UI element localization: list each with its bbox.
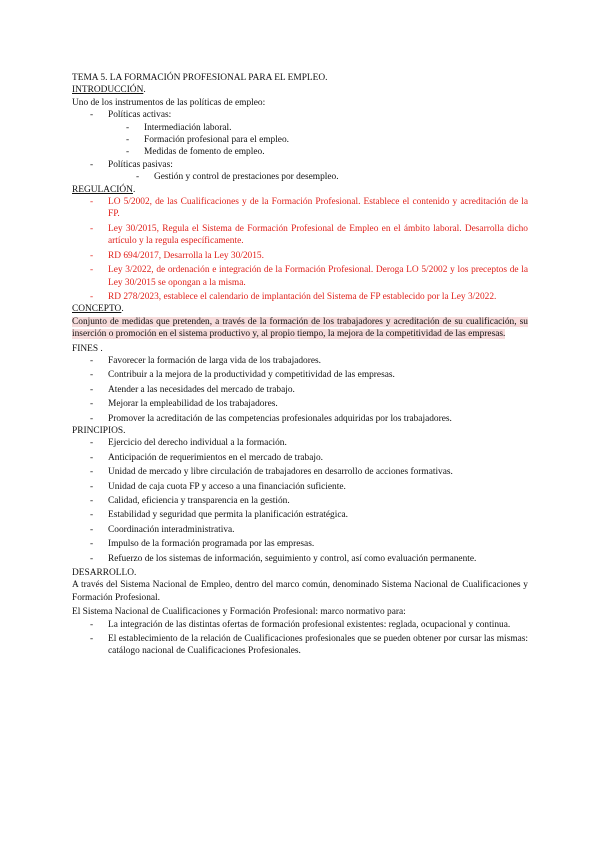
heading-concepto: CONCEPTO bbox=[72, 304, 122, 315]
list-item bbox=[72, 159, 528, 184]
list-item: - Ley 30/2015, Regula el Sistema de Formación Profesional de Empleo en el ámbito laboral. Desarrolla dicho artículo y la regula específicamente. bbox=[72, 223, 528, 248]
list-item: - Mejorar la empleabilidad de los trabajadores. bbox=[72, 398, 528, 410]
list-item: - Contribuir a la mejora de la productividad y competitividad de las empresas. bbox=[72, 369, 528, 381]
list-item: - El establecimiento de la relación de Cualificaciones profesionales que se pueden obtener por cursar las mismas: catálogo nacional de Cualificaciones Profesionales. bbox=[72, 633, 528, 658]
heading-introduccion: INTRODUCCIÓN bbox=[72, 85, 144, 96]
document-title: TEMA 5. LA FORMACIÓN PROFESIONAL PARA EL EMPLEO. bbox=[72, 73, 328, 83]
politicas-pasivas-label: Políticas pasivas: bbox=[108, 159, 173, 170]
list-item: - LO 5/2002, de las Cualificaciones y de la Formación Profesional. Establece el contenido y acreditación de la FP. bbox=[72, 196, 528, 221]
list-item: - Gestión y control de prestaciones por desempleo. bbox=[118, 171, 528, 183]
document-page bbox=[72, 72, 528, 658]
list-item: - Medidas de fomento de empleo. bbox=[108, 146, 528, 158]
list-item: - Formación profesional para el empleo. bbox=[108, 134, 528, 146]
section-introduccion: INTRODUCCIÓN. Uno de los instrumentos de las políticas de empleo: - Políticas activas: - Intermediación laboral. - Formación profesional para el empleo. - Medidas de fomento de empleo. - Políticas pasivas: - Gestión y control de prestaciones por desempleo. bbox=[72, 84, 528, 183]
section-principios: PRINCIPIOS. - Ejercicio del derecho individual a la formación. - Anticipación de requerimientos en el mercado de trabajo. - Unidad de mercado y libre circulación de trabajadores en desarrollo de acciones formativas. - Unidad de caja cuota FP y acceso a una financiación suficiente. - Calidad, eficiencia y transparencia en la gestión. - Estabilidad y seguridad que permita la planificación estratégica. - Coordinación interadministrativa. - Impulso de la formación programada por las empresas. - Refuerzo de los sistemas de información, seguimiento y control, así como evaluación permanente. bbox=[72, 425, 528, 565]
heading-fines: FINES bbox=[72, 343, 99, 354]
list-item: - Intermediación laboral. bbox=[108, 122, 528, 134]
list-item: - RD 278/2023, establece el calendario de implantación del Sistema de FP establecido por la Ley 3/2022. bbox=[72, 291, 528, 303]
section-concepto: CONCEPTO. Conjunto de medidas que pretenden, a través de la formación de los trabajadores y acreditación de su cualificación, su inserción o promoción en el sistema productivo y, al propio tiempo, la mejora de la competitividad de las empresas. bbox=[72, 304, 528, 340]
list-item: - Unidad de mercado y libre circulación de trabajadores en desarrollo de acciones formativas. bbox=[72, 466, 528, 478]
heading-regulacion: REGULACIÓN bbox=[72, 184, 133, 195]
list-item: - Impulso de la formación programada por las empresas. bbox=[72, 538, 528, 550]
section-regulacion: REGULACIÓN. - LO 5/2002, de las Cualificaciones y de la Formación Profesional. Establece el contenido y acreditación de la FP. - Ley 30/2015, Regula el Sistema de Formación Profesional de Empleo en el ámbito laboral. Desarrolla dicho artículo y la regula específicamente. - RD 694/2017, Desarrolla la Ley 30/2015. - Ley 3/2022, de ordenación e integración de la Formación Profesional. Deroga LO 5/2002 y los preceptos de la Ley 30/2015 se opongan a la misma. - RD 278/2023, establece el calendario de implantación del Sistema de FP establecido por la Ley 3/2022. bbox=[72, 184, 528, 304]
list-item: - Favorecer la formación de larga vida de los trabajadores. bbox=[72, 355, 528, 367]
section-fines: FINES . - Favorecer la formación de larga vida de los trabajadores. - Contribuir a la mejora de la productividad y competitividad de las empresas. - Atender a las necesidades del mercado de trabajo. - Mejorar la empleabilidad de los trabajadores. - Promover la acreditación de las competencias profesionales adquiridas por los trabajadores. bbox=[72, 343, 528, 425]
list-item: - RD 694/2017, Desarrolla la Ley 30/2015. bbox=[72, 250, 528, 262]
intro-text: Uno de los instrumentos de las políticas de empleo: bbox=[72, 97, 266, 108]
list-item: - Promover la acreditación de las competencias profesionales adquiridas por los trabajadores. bbox=[72, 413, 528, 425]
concepto-text: Conjunto de medidas que pretenden, a través de la formación de los trabajadores y acreditación de su cualificación, su inserción o promoción en el sistema productivo y, al propio tiempo, la mejora de la competitividad de las empresas. bbox=[72, 316, 528, 340]
politicas-activas-label: Políticas activas: bbox=[108, 110, 172, 121]
list-item: - Calidad, eficiencia y transparencia en la gestión. bbox=[72, 495, 528, 507]
list-item: - Ley 3/2022, de ordenación e integración de la Formación Profesional. Deroga LO 5/2002 y los preceptos de la Ley 30/2015 se opongan a la misma. bbox=[72, 264, 528, 289]
desarrollo-paragraph-1: A través del Sistema Nacional de Empleo, dentro del marco común, denominado Sistema Nacional de Cualificaciones y Formación Profesional. bbox=[72, 580, 528, 603]
list-item: - Ejercicio del derecho individual a la formación. bbox=[72, 437, 528, 449]
list-item: - Refuerzo de los sistemas de información, seguimiento y control, así como evaluación permanente. bbox=[72, 553, 528, 565]
list-item: - Anticipación de requerimientos en el mercado de trabajo. bbox=[72, 452, 528, 464]
heading-principios: PRINCIPIOS bbox=[72, 425, 124, 436]
desarrollo-paragraph-2: El Sistema Nacional de Cualificaciones y Formación Profesional: marco normativo para: bbox=[72, 607, 406, 618]
list-item bbox=[72, 109, 528, 159]
list-item: - Unidad de caja cuota FP y acceso a una financiación suficiente. bbox=[72, 481, 528, 493]
list-item: - Estabilidad y seguridad que permita la planificación estratégica. bbox=[72, 509, 528, 521]
heading-desarrollo: DESARROLLO bbox=[72, 568, 134, 579]
list-item: - Atender a las necesidades del mercado de trabajo. bbox=[72, 384, 528, 396]
list-item: - Coordinación interadministrativa. bbox=[72, 524, 528, 536]
list-item: - La integración de las distintas ofertas de formación profesional existentes: reglada, ocupacional y continua. bbox=[72, 619, 528, 631]
section-desarrollo: DESARROLLO. A través del Sistema Nacional de Empleo, dentro del marco común, denominado Sistema Nacional de Cualificaciones y Formación Profesional. El Sistema Nacional de Cualificaciones y Formación Profesional: marco normativo para: - La integración de las distintas ofertas de formación profesional existentes: reglada, ocupacional y continua. - El establecimiento de la relación de Cualificaciones profesionales que se pueden obtener por cursar las mismas: catálogo nacional de Cualificaciones Profesionales. bbox=[72, 567, 528, 658]
